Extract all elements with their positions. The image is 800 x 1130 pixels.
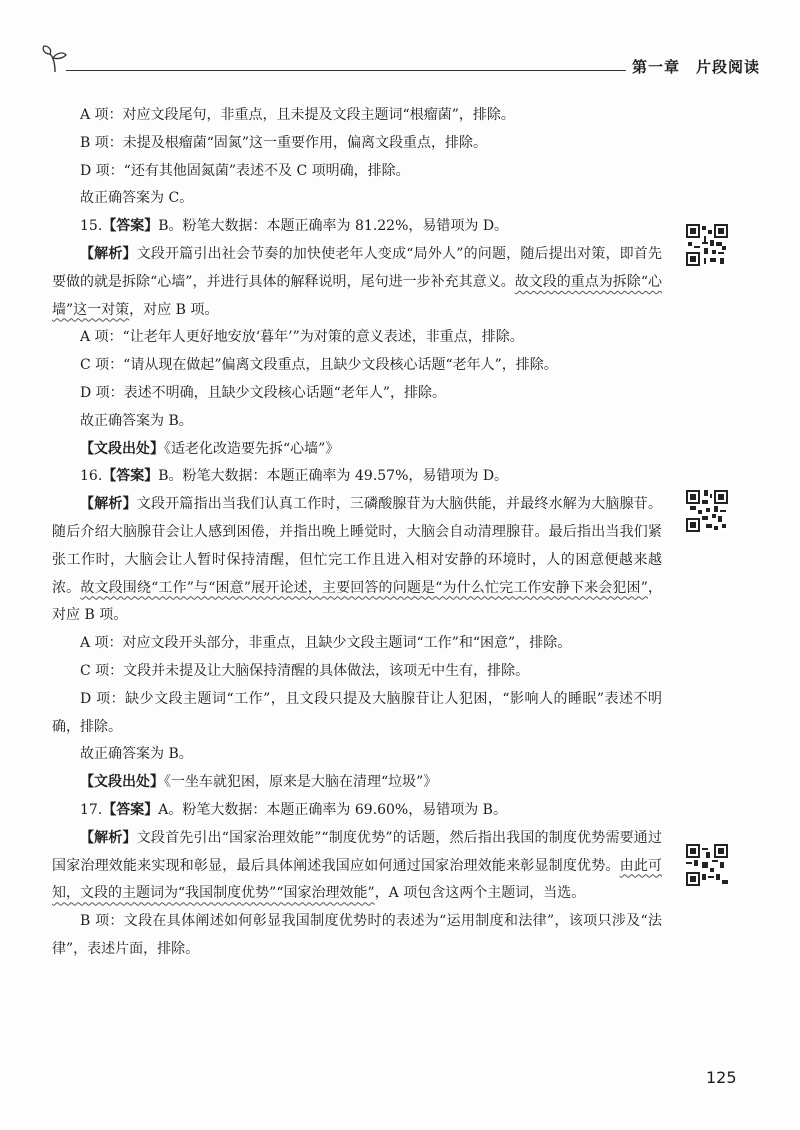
q17-option-b: B 项：文段在具体阐述如何彰显我国制度优势时的表述为“运用制度和法律”，该项只涉及“法律”，表述片面，排除。 xyxy=(52,913,662,957)
answer-tag: 【答案】 xyxy=(102,801,159,818)
chapter-title: 第一章 片段阅读 xyxy=(631,58,760,76)
q16-answer-text: B。粉笔大数据：本题正确率为 49.57%，易错项为 D。 xyxy=(158,468,509,485)
qr-code-icon[interactable] xyxy=(686,224,728,266)
qr-code-icon[interactable] xyxy=(686,490,728,532)
option-a-explanation: A 项：对应文段尾句，非重点，且未提及文段主题词“根瘤菌”，排除。 xyxy=(80,107,515,123)
answer-conclusion: 故正确答案为 C。 xyxy=(80,190,194,207)
q16-conclusion: 故正确答案为 B。 xyxy=(80,746,193,763)
q15-option-c: C 项：“请从现在做起”偏离文段重点，且缺少文段核心话题“老年人”，排除。 xyxy=(80,357,558,374)
q15-analysis-text: 文段开篇引出社会节奏的加快使老年人变成“局外人”的问题，随后提出对策，即首先要做的就是拆除“心墙”，并进行具体的解释说明，尾句进一步补充其意义。 xyxy=(52,245,662,290)
q17-number: 17. xyxy=(80,801,103,818)
q16-option-a: A 项：对应文段开头部分，非重点，且缺少文段主题词“工作”和“困意”，排除。 xyxy=(80,635,572,652)
q15-answer xyxy=(52,213,662,241)
analysis-tag: 【解析】 xyxy=(80,829,137,846)
q16-source xyxy=(52,769,662,797)
q17-analysis xyxy=(52,825,662,908)
option-d-explanation: D 项：“还有其他固氮菌”表述不及 C 项明确，排除。 xyxy=(80,162,410,179)
qr-code-icon[interactable] xyxy=(686,844,728,886)
analysis-tag: 【解析】 xyxy=(80,496,137,513)
q17-answer-text: A。粉笔大数据：本题正确率为 69.60%，易错项为 B。 xyxy=(158,801,507,818)
q16-option-d: D 项：缺少文段主题词“工作”，且文段只提及大脑腺苷让人犯困，“影响人的睡眠”表述不明确，排除。 xyxy=(52,690,662,735)
option-b-explanation: B 项：未提及根瘤菌“固氮”这一重要作用，偏离文段重点，排除。 xyxy=(80,134,488,151)
q16-key-point: 故文段围绕“工作”与“困意”展开论述，主要回答的问题是“为什么忙完工作安静下来会犯困” xyxy=(80,579,648,596)
q15-source-text: 《适老化改造要先拆“心墙”》 xyxy=(164,440,340,457)
q15-analysis xyxy=(52,241,662,324)
q17-key-point: 由此可知，文段的主题词为“我国制度优势”“国家治理效能” xyxy=(52,857,663,902)
q16-number: 16. xyxy=(80,468,103,485)
q16-option-c: C 项：文段并未提及让大脑保持清醒的具体做法，该项无中生有，排除。 xyxy=(80,662,530,679)
q16-source-text: 《一坐车就犯困，原来是大脑在清理“垃圾”》 xyxy=(164,774,438,791)
q15-source xyxy=(52,436,662,464)
q15-analysis-end: ，对应 B 项。 xyxy=(129,301,219,318)
q15-option-a: A 项：“让老年人更好地安放‘暮年’”为对策的意义表述，非重点，排除。 xyxy=(80,329,524,346)
page-header xyxy=(40,44,760,84)
q16-analysis-text: 文段开篇指出当我们认真工作时，三磷酸腺苷为大脑供能，并最终水解为大脑腺苷。随后介绍大脑腺苷会让人感到困倦，并指出晚上睡觉时，大脑会自动清理腺苷。最后指出当我们紧张工作时，大脑会让人暂时保持清醒，但忙完工作且进入相对安静的环境时，人的困意便越来越浓。 xyxy=(52,496,663,596)
q17-analysis-text: 文段首先引出“国家治理效能”“制度优势”的话题，然后指出我国的制度优势需要通过国家治理效能来实现和彰显，最后具体阐述我国应如何通过国家治理效能来彰显制度优势。 xyxy=(52,829,662,874)
q15-option-d: D 项：表述不明确，且缺少文段核心话题“老年人”，排除。 xyxy=(80,384,446,401)
q16-answer xyxy=(52,463,662,491)
q15-number: 15. xyxy=(80,218,103,235)
header-rule xyxy=(66,70,626,71)
q15-conclusion: 故正确答案为 B。 xyxy=(80,412,193,429)
q17-answer xyxy=(52,797,662,825)
page-content xyxy=(52,102,662,964)
q15-answer-text: B。粉笔大数据：本题正确率为 81.22%，易错项为 D。 xyxy=(158,218,509,235)
source-tag: 【文段出处】 xyxy=(80,774,164,791)
q16-analysis-end: ，对应 B 项。 xyxy=(52,579,663,624)
page-number: 125 xyxy=(706,1068,737,1087)
source-tag: 【文段出处】 xyxy=(80,440,164,457)
q15-key-point: 故文段的重点为拆除“心墙”这一对策 xyxy=(52,273,662,318)
answer-tag: 【答案】 xyxy=(102,468,159,485)
q16-analysis xyxy=(52,491,662,630)
analysis-tag: 【解析】 xyxy=(80,245,137,262)
q17-analysis-end: ，A 项包含这两个主题词，当选。 xyxy=(374,885,586,902)
answer-tag: 【答案】 xyxy=(102,218,159,235)
